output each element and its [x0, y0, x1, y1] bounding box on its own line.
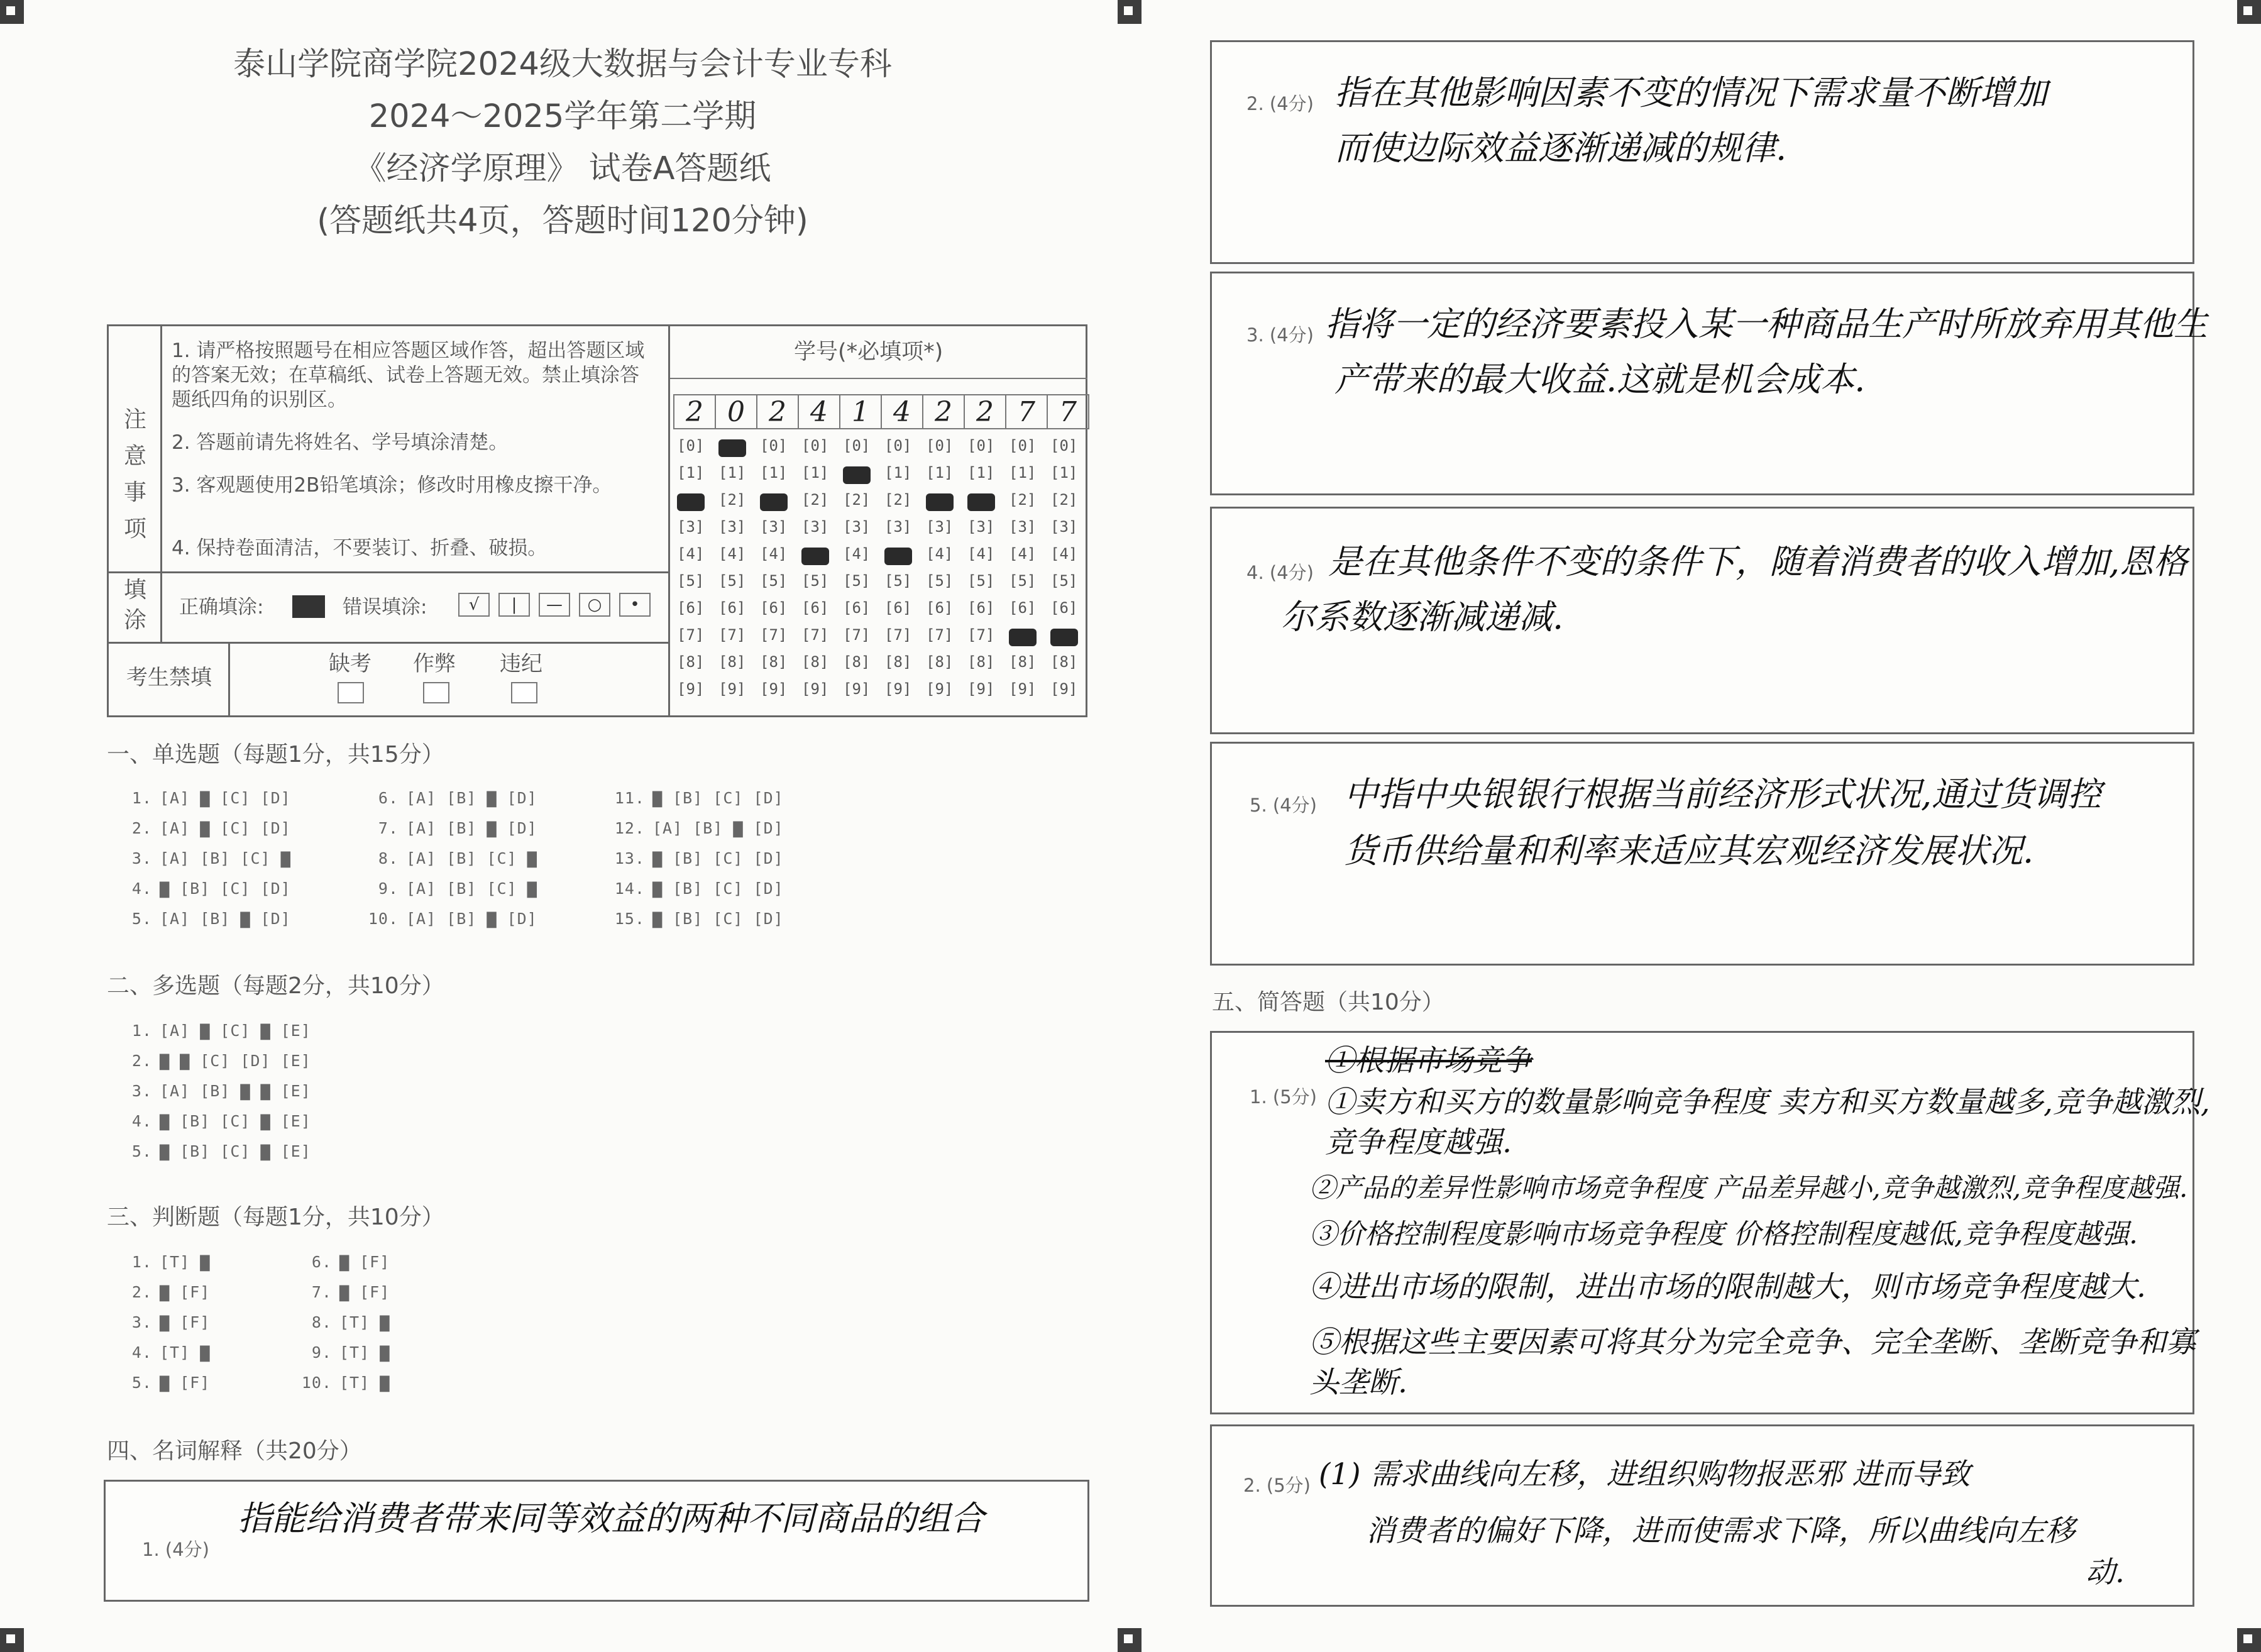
single-choice-options[interactable]: ▇ [B] [C] [D] — [652, 849, 784, 867]
student-id-digit-8[interactable]: 2 — [964, 394, 1006, 429]
short-1-line-4: ②产品的差异性影响市场竞争程度 产品差异越小,竞争越激烈,竞争程度越强. — [1309, 1172, 2188, 1203]
student-id-bubble[interactable]: [9] — [677, 680, 705, 698]
student-id-bubble[interactable]: [0] — [967, 437, 995, 454]
judge-item[interactable] — [113, 1283, 210, 1301]
short-1-line-2: ①卖方和买方的数量影响竞争程度 卖方和买方数量越多,竞争越激烈, — [1325, 1085, 2210, 1120]
student-id-bubble[interactable]: [8] — [801, 653, 829, 671]
student-id-bubble[interactable]: [7] — [967, 626, 995, 644]
single-choice-number: 5. — [131, 910, 152, 928]
single-choice-options[interactable]: [A] [B] ▇ [D] — [652, 819, 784, 837]
student-id-bubble[interactable]: [8] — [760, 653, 788, 671]
term-3-number: 3. (4分) — [1246, 324, 1314, 346]
short-1-line-3: 竞争程度越强. — [1325, 1125, 1512, 1160]
judge-options[interactable]: [T] ▇ — [160, 1253, 211, 1271]
multi-choice-options[interactable]: [A] ▇ [C] ▇ [E] — [160, 1021, 311, 1040]
short-1-line-5: ③价格控制程度影响市场竞争程度 价格控制程度越低,竞争程度越强. — [1309, 1218, 2138, 1250]
student-id-bubble[interactable]: [8] — [967, 653, 995, 671]
short-2-line-1: (1) 需求曲线向左移，进组织购物报恶邪 进而导致 — [1319, 1457, 1971, 1492]
student-id-bubble[interactable]: [0] — [926, 437, 954, 454]
judge-options[interactable]: ▇ [F] — [160, 1374, 211, 1392]
multi-choice-number: 3. — [131, 1082, 152, 1100]
single-choice-item[interactable] — [360, 910, 537, 928]
judge-options[interactable]: [T] ▇ — [339, 1374, 390, 1392]
student-id-bubble[interactable]: [1] — [801, 464, 829, 482]
single-choice-number: 10. — [368, 910, 399, 928]
student-id-bubble-filled[interactable] — [760, 493, 788, 511]
term-5-answer-line-2: 货币供给量和利率来适应其宏观经济发展状况. — [1344, 831, 2034, 871]
single-choice-options[interactable]: [A] [B] [C] ▇ — [406, 879, 537, 898]
student-id-bubble[interactable]: [1] — [967, 464, 995, 482]
single-choice-heading: 一、单选题（每题1分，共15分） — [107, 742, 444, 768]
corner-mark-bottom-right — [2237, 1628, 2261, 1652]
judge-number: 9. — [311, 1343, 332, 1362]
student-id-digit-7[interactable]: 2 — [922, 394, 965, 429]
corner-mark-bottom-left — [0, 1628, 24, 1652]
short-1-number: 1. (5分) — [1250, 1086, 1317, 1108]
multi-choice-number: 5. — [131, 1142, 152, 1160]
judge-item[interactable] — [113, 1253, 210, 1271]
single-choice-options[interactable]: [A] ▇ [C] [D] — [160, 819, 291, 837]
student-id-bubble[interactable]: [4] — [1050, 545, 1078, 563]
term-answer-box-3[interactable] — [1210, 272, 2208, 495]
judge-number: 6. — [311, 1253, 332, 1271]
student-id-bubble[interactable]: [6] — [718, 599, 746, 617]
single-choice-number: 1. — [131, 789, 152, 807]
single-choice-item[interactable] — [360, 789, 537, 807]
student-id-bubble[interactable]: [8] — [884, 653, 912, 671]
student-id-bubble[interactable]: [0] — [801, 437, 829, 454]
notice-item-3: 3. 客观题使用2B铅笔填涂；修改时用橡皮擦干净。 — [172, 474, 612, 497]
term-3-answer-line-1: 指将一定的经济要素投入某一种商品生产时所放弃用其他生 — [1325, 304, 2208, 344]
student-id-bubble[interactable]: [6] — [677, 599, 705, 617]
multi-choice-item[interactable] — [113, 1021, 311, 1040]
term-1-number: 1. (4分) — [142, 1539, 209, 1560]
student-id-bubble[interactable]: [3] — [843, 518, 871, 536]
student-id-digit-5[interactable]: 1 — [839, 394, 882, 429]
student-id-bubble[interactable]: [6] — [967, 599, 995, 617]
student-id-bubble[interactable]: [0] — [884, 437, 912, 454]
judge-options[interactable]: [T] ▇ — [160, 1343, 211, 1362]
student-id-bubble[interactable]: [7] — [926, 626, 954, 644]
single-choice-item[interactable] — [113, 819, 291, 837]
student-id-bubble[interactable]: [6] — [1050, 599, 1078, 617]
student-id-bubble[interactable]: [1] — [1050, 464, 1078, 482]
short-2-line-2: 消费者的偏好下降，进而使需求下降，所以曲线向左移 — [1366, 1514, 2075, 1548]
term-4-number: 4. (4分) — [1246, 562, 1314, 583]
judge-number: 3. — [131, 1313, 152, 1331]
student-id-bubble[interactable]: [5] — [967, 572, 995, 590]
student-id-bubble[interactable]: [4] — [926, 545, 954, 563]
ban-absent-checkbox[interactable] — [338, 682, 364, 703]
student-id-bubble[interactable]: [8] — [1050, 653, 1078, 671]
student-id-bubble-grid — [674, 437, 1089, 713]
judge-options[interactable]: ▇ [F] — [160, 1283, 211, 1301]
student-id-bubble[interactable]: [9] — [760, 680, 788, 698]
student-id-bubble[interactable]: [5] — [1009, 572, 1037, 590]
student-id-bubble[interactable]: [9] — [843, 680, 871, 698]
ban-cheat-checkbox[interactable] — [423, 682, 449, 703]
multi-choice-heading: 二、多选题（每题2分，共10分） — [107, 973, 444, 999]
multi-choice-options[interactable]: ▇ [B] [C] ▇ [E] — [160, 1112, 311, 1130]
term-answer-box-1[interactable] — [104, 1480, 1089, 1602]
multi-choice-item[interactable] — [113, 1112, 311, 1130]
student-id-bubble-filled[interactable] — [967, 493, 995, 511]
single-choice-options[interactable]: [A] ▇ [C] [D] — [160, 789, 291, 807]
student-id-bubble[interactable]: [5] — [884, 572, 912, 590]
student-id-digit-3[interactable]: 2 — [756, 394, 799, 429]
student-id-bubble[interactable]: [4] — [760, 545, 788, 563]
single-choice-number: 9. — [378, 879, 399, 898]
correct-fill-label: 正确填涂: — [179, 596, 264, 619]
header-semester-line: 2024～2025学年第二学期 — [368, 98, 757, 135]
judge-item[interactable] — [113, 1374, 210, 1392]
header-school-line: 泰山学院商学院2024级大数据与会计专业专科 — [233, 46, 892, 83]
student-id-bubble[interactable]: [1] — [926, 464, 954, 482]
term-3-answer-line-2: 产带来的最大收益.这就是机会成本. — [1334, 360, 1866, 399]
student-id-bubble[interactable]: [1] — [760, 464, 788, 482]
wrong-fill-label: 错误填涂: — [343, 596, 427, 619]
student-id-bubble[interactable]: [0] — [760, 437, 788, 454]
student-id-bubble[interactable]: [4] — [967, 545, 995, 563]
judge-options[interactable]: [T] ▇ — [339, 1343, 390, 1362]
short-1-line-8: 头垄断. — [1309, 1365, 1407, 1400]
notice-item-1: 1. 请严格按照题号在相应答题区域作答，超出答题区域的答案无效；在草稿纸、试卷上答题无效。禁止填涂答题纸四角的识别区。 — [172, 339, 645, 411]
multi-choice-number: 1. — [131, 1021, 152, 1040]
judge-options[interactable]: ▇ [F] — [339, 1253, 390, 1271]
wrong-mark-circle: ○ — [579, 593, 610, 617]
student-id-bubble[interactable]: [8] — [677, 653, 705, 671]
student-id-bubble[interactable]: [8] — [1009, 653, 1037, 671]
ban-item-cheat: 作弊 — [413, 651, 456, 676]
student-id-bubble[interactable]: [7] — [718, 626, 746, 644]
term-answer-box-4[interactable] — [1210, 507, 2194, 734]
multi-choice-options[interactable]: [A] [B] ▇ ▇ [E] — [160, 1082, 311, 1100]
student-id-bubble[interactable]: [2] — [884, 491, 912, 509]
student-id-bubble[interactable]: [6] — [884, 599, 912, 617]
student-id-bubble[interactable]: [8] — [926, 653, 954, 671]
term-1-answer-line: 指能给消费者带来同等效益的两种不同商品的组合 — [238, 1499, 984, 1538]
single-choice-item[interactable] — [360, 849, 537, 867]
student-id-bubble[interactable]: [2] — [801, 491, 829, 509]
judge-item[interactable] — [113, 1343, 210, 1362]
corner-mark-top-right — [2237, 0, 2261, 24]
single-choice-options[interactable]: [A] [B] ▇ [D] — [406, 819, 537, 837]
single-choice-number: 14. — [614, 879, 645, 898]
short-1-line-7: ⑤根据这些主要因素可将其分为完全竞争、完全垄断、垄断竞争和寡 — [1309, 1325, 2196, 1360]
single-choice-item[interactable] — [606, 789, 784, 807]
judge-number: 7. — [311, 1283, 332, 1301]
term-2-answer-line-1: 指在其他影响因素不变的情况下需求量不断增加 — [1334, 73, 2047, 113]
student-id-bubble-filled[interactable] — [1050, 629, 1078, 646]
student-id-bubble[interactable]: [3] — [926, 518, 954, 536]
term-2-answer-line-2: 而使边际效益逐渐递减的规律. — [1334, 128, 1787, 168]
multi-choice-options[interactable]: ▇ [B] [C] ▇ [E] — [160, 1142, 311, 1160]
student-id-digit-row — [673, 326, 1088, 433]
single-choice-number: 8. — [378, 849, 399, 867]
term-answer-box-5[interactable] — [1210, 742, 2194, 966]
wrong-mark-dot: • — [619, 593, 651, 617]
student-id-bubble[interactable]: [1] — [677, 464, 705, 482]
student-id-bubble[interactable]: [3] — [884, 518, 912, 536]
student-id-bubble[interactable]: [5] — [843, 572, 871, 590]
student-id-bubble[interactable]: [8] — [718, 653, 746, 671]
student-id-bubble[interactable]: [5] — [801, 572, 829, 590]
student-id-label: 学号(*必填项*) — [794, 339, 943, 365]
student-id-bubble[interactable]: [5] — [760, 572, 788, 590]
student-id-bubble[interactable]: [4] — [1009, 545, 1037, 563]
judge-item[interactable] — [293, 1343, 390, 1362]
single-choice-number: 13. — [614, 849, 645, 867]
student-id-bubble[interactable]: [5] — [1050, 572, 1078, 590]
student-id-bubble-filled[interactable] — [718, 439, 746, 457]
multi-choice-options[interactable]: ▇ ▇ [C] [D] [E] — [160, 1052, 311, 1070]
judge-heading: 三、判断题（每题1分，共10分） — [107, 1204, 444, 1230]
term-4-answer-line-2: 尔系数逐渐减递减. — [1281, 597, 1564, 637]
multi-choice-item[interactable] — [113, 1082, 311, 1100]
judge-item[interactable] — [293, 1313, 390, 1331]
judge-item[interactable] — [293, 1374, 390, 1392]
student-id-bubble[interactable]: [5] — [718, 572, 746, 590]
fill-label: 填涂 — [123, 577, 146, 633]
single-choice-number: 11. — [614, 789, 645, 807]
student-id-bubble[interactable]: [4] — [718, 545, 746, 563]
student-id-bubble[interactable]: [6] — [760, 599, 788, 617]
multi-choice-number: 4. — [131, 1112, 152, 1130]
student-id-digit-9[interactable]: 7 — [1005, 394, 1048, 429]
term-5-number: 5. (4分) — [1250, 795, 1317, 816]
student-id-bubble[interactable]: [9] — [967, 680, 995, 698]
single-choice-item[interactable] — [113, 910, 291, 928]
multi-choice-item[interactable] — [113, 1142, 311, 1160]
student-id-bubble[interactable]: [2] — [1050, 491, 1078, 509]
student-id-bubble[interactable]: [6] — [801, 599, 829, 617]
student-id-bubble[interactable]: [3] — [677, 518, 705, 536]
student-id-bubble[interactable]: [5] — [677, 572, 705, 590]
single-choice-number: 6. — [378, 789, 399, 807]
ban-label: 考生禁填 — [126, 665, 212, 690]
student-id-bubble[interactable]: [3] — [967, 518, 995, 536]
judge-item[interactable] — [113, 1313, 210, 1331]
judge-number: 1. — [131, 1253, 152, 1271]
student-id-bubble[interactable]: [7] — [884, 626, 912, 644]
student-id-bubble[interactable]: [1] — [884, 464, 912, 482]
student-id-bubble-filled[interactable] — [677, 493, 705, 511]
student-id-bubble[interactable]: [2] — [843, 491, 871, 509]
ban-item-violation: 违纪 — [500, 651, 542, 676]
judge-number: 4. — [131, 1343, 152, 1362]
single-choice-options[interactable]: [A] [B] [C] ▇ — [406, 849, 537, 867]
single-choice-item[interactable] — [606, 819, 784, 837]
info-box — [107, 324, 1087, 717]
single-choice-item[interactable] — [360, 879, 537, 898]
student-id-bubble[interactable]: [9] — [926, 680, 954, 698]
notice-item-4: 4. 保持卷面清洁，不要装订、折叠、破损。 — [172, 537, 547, 559]
student-id-bubble[interactable]: [5] — [926, 572, 954, 590]
single-choice-options[interactable]: ▇ [B] [C] [D] — [652, 789, 784, 807]
single-choice-options[interactable]: [A] [B] ▇ [D] — [406, 789, 537, 807]
multi-choice-number: 2. — [131, 1052, 152, 1070]
student-id-digit-6[interactable]: 4 — [881, 394, 923, 429]
single-choice-options[interactable]: [A] [B] [C] ▇ — [160, 849, 291, 867]
short-2-line-3: 动. — [2086, 1555, 2125, 1590]
student-id-bubble-filled[interactable] — [843, 466, 871, 484]
student-id-bubble[interactable]: [9] — [801, 680, 829, 698]
student-id-bubble[interactable]: [1] — [1009, 464, 1037, 482]
student-id-bubble[interactable]: [2] — [718, 491, 746, 509]
student-id-bubble[interactable]: [7] — [801, 626, 829, 644]
student-id-bubble[interactable]: [7] — [843, 626, 871, 644]
judge-number: 8. — [311, 1313, 332, 1331]
student-id-bubble[interactable]: [1] — [718, 464, 746, 482]
student-id-bubble[interactable]: [0] — [843, 437, 871, 454]
student-id-bubble[interactable]: [9] — [1050, 680, 1078, 698]
student-id-bubble-filled[interactable] — [926, 493, 954, 511]
short-2-number: 2. (5分) — [1243, 1475, 1311, 1496]
corner-mark-bottom-center — [1118, 1628, 1142, 1652]
single-choice-options[interactable]: [A] [B] ▇ [D] — [406, 910, 537, 928]
term-4-answer-line-1: 是在其他条件不变的条件下，随着消费者的收入增加,恩格 — [1328, 542, 2188, 581]
single-choice-options[interactable]: ▇ [B] [C] [D] — [652, 879, 784, 898]
single-choice-number: 3. — [131, 849, 152, 867]
student-id-bubble[interactable]: [2] — [1009, 491, 1037, 509]
student-id-bubble[interactable]: [3] — [760, 518, 788, 536]
short-answer-box-2[interactable] — [1210, 1424, 2194, 1607]
student-id-bubble[interactable]: [3] — [1009, 518, 1037, 536]
short-answer-heading: 五、简答题（共10分） — [1212, 989, 1444, 1015]
wrong-mark-bar: | — [498, 593, 530, 617]
judge-options[interactable]: ▇ [F] — [339, 1283, 390, 1301]
single-choice-item[interactable] — [113, 849, 291, 867]
single-choice-item[interactable] — [606, 879, 784, 898]
student-id-bubble[interactable]: [6] — [843, 599, 871, 617]
corner-mark-top-left — [0, 0, 24, 24]
notice-label: 注意事项 — [123, 407, 146, 542]
student-id-bubble-filled[interactable] — [884, 548, 912, 565]
student-id-bubble[interactable]: [6] — [1009, 599, 1037, 617]
single-choice-number: 2. — [131, 819, 152, 837]
student-id-bubble[interactable]: [4] — [677, 545, 705, 563]
student-id-bubble[interactable]: [8] — [843, 653, 871, 671]
student-id-bubble[interactable]: [3] — [1050, 518, 1078, 536]
single-choice-options[interactable]: ▇ [B] [C] [D] — [160, 879, 291, 898]
student-id-bubble[interactable]: [3] — [801, 518, 829, 536]
single-choice-options[interactable]: ▇ [B] [C] [D] — [652, 910, 784, 928]
student-id-digit-4[interactable]: 4 — [798, 394, 840, 429]
single-choice-item[interactable] — [606, 849, 784, 867]
student-id-bubble[interactable]: [7] — [760, 626, 788, 644]
judge-item[interactable] — [293, 1283, 390, 1301]
single-choice-item[interactable] — [113, 789, 291, 807]
judge-number: 2. — [131, 1283, 152, 1301]
single-choice-number: 15. — [614, 910, 645, 928]
single-choice-item[interactable] — [113, 879, 291, 898]
correct-fill-sample — [292, 595, 325, 618]
short-1-line-6: ④进出市场的限制，进出市场的限制越大，则市场竞争程度越大. — [1309, 1270, 2146, 1304]
judge-number: 10. — [301, 1374, 332, 1392]
short-answer-box-1[interactable] — [1210, 1031, 2210, 1414]
student-id-bubble-filled[interactable] — [801, 548, 829, 565]
student-id-bubble[interactable]: [4] — [843, 545, 871, 563]
single-choice-options[interactable]: [A] [B] ▇ [D] — [160, 910, 291, 928]
notice-item-2: 2. 答题前请先将姓名、学号填涂清楚。 — [172, 431, 509, 454]
student-id-bubble[interactable]: [0] — [677, 437, 705, 454]
student-id-bubble[interactable]: [9] — [718, 680, 746, 698]
student-id-bubble[interactable]: [3] — [718, 518, 746, 536]
judge-options[interactable]: ▇ [F] — [160, 1313, 211, 1331]
ban-item-absent: 缺考 — [329, 651, 371, 676]
term-answer-box-2[interactable] — [1210, 40, 2194, 264]
student-id-bubble[interactable]: [6] — [926, 599, 954, 617]
judge-number: 5. — [131, 1374, 152, 1392]
short-1-line-1: ①根据市场竞争 — [1325, 1044, 1532, 1078]
student-id-bubble[interactable]: [9] — [1009, 680, 1037, 698]
term-5-answer-line-1: 中指中央银银行根据当前经济形式状况,通过货调控 — [1344, 774, 2102, 814]
judge-item[interactable] — [293, 1253, 390, 1271]
corner-mark-top-center — [1118, 0, 1142, 24]
student-id-digit-2[interactable]: 0 — [715, 394, 757, 429]
student-id-bubble-filled[interactable] — [1009, 629, 1037, 646]
student-id-digit-10[interactable]: 7 — [1047, 394, 1089, 429]
term-2-number: 2. (4分) — [1246, 93, 1314, 114]
student-id-digit-1[interactable]: 2 — [673, 394, 716, 429]
terms-heading: 四、名词解释（共20分） — [107, 1438, 362, 1464]
header-exam-title: 《经济学原理》 试卷A答题纸 — [354, 150, 771, 187]
single-choice-number: 12. — [614, 819, 645, 837]
single-choice-item[interactable] — [360, 819, 537, 837]
ban-violation-checkbox[interactable] — [511, 682, 537, 703]
student-id-bubble[interactable]: [7] — [677, 626, 705, 644]
student-id-bubble[interactable]: [0] — [1009, 437, 1037, 454]
wrong-mark-dash: — — [539, 593, 570, 617]
student-id-bubble[interactable]: [0] — [1050, 437, 1078, 454]
single-choice-item[interactable] — [606, 910, 784, 928]
student-id-bubble[interactable]: [9] — [884, 680, 912, 698]
single-choice-number: 4. — [131, 879, 152, 898]
multi-choice-item[interactable] — [113, 1052, 311, 1070]
judge-options[interactable]: [T] ▇ — [339, 1313, 390, 1331]
single-choice-number: 7. — [378, 819, 399, 837]
wrong-mark-check: √ — [458, 593, 490, 617]
header-duration-note: (答题纸共4页，答题时间120分钟) — [317, 202, 808, 240]
